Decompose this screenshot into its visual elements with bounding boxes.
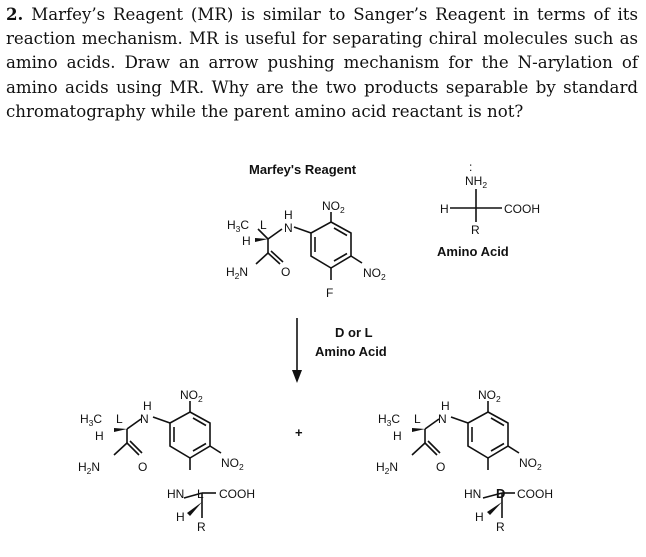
svg-text:N: N <box>438 412 447 426</box>
svg-text:NO2: $NO_2$ <box>478 388 501 404</box>
svg-text:N: N <box>284 221 293 235</box>
svg-text:H: H <box>440 202 449 216</box>
plus-sign: + <box>295 425 303 440</box>
svg-text:H: H <box>95 429 104 443</box>
svg-text:O: O <box>281 265 291 279</box>
svg-text:H: H <box>284 208 293 222</box>
svg-text:HN: HN <box>464 487 482 501</box>
svg-text:N: N <box>140 412 149 426</box>
question-body: Marfey’s Reagent (MR) is similar to Sanger’s Reagent in terms of its reaction mechanism. MR is useful for separating chiral molecules such as amino acids. Draw an arrow pushing mechanism for the N-arylation of amino acids using MR. Why are the two products separable by standard chromatography while the parent amino acid reactant is not? <box>6 5 638 121</box>
svg-text:H: H <box>143 399 152 413</box>
marfeys-reagent-structure <box>226 162 386 300</box>
reaction-arrow <box>292 318 387 383</box>
svg-text:R: R <box>496 520 505 534</box>
svg-text:H3C: $H_3C$ <box>227 218 250 234</box>
svg-text:NO2: $NO_2$ <box>363 266 386 282</box>
svg-text:H: H <box>242 234 251 248</box>
product-l-l <box>78 388 255 534</box>
svg-text:COOH: COOH <box>517 487 553 501</box>
question-number: 2. <box>6 4 24 24</box>
marfeys-reagent-title: Marfey's Reagent <box>249 162 357 177</box>
svg-text:NH2: $NH_2$ <box>465 174 488 190</box>
svg-text:NO2: $NO_2$ <box>519 456 542 472</box>
svg-text:L: L <box>414 412 421 426</box>
svg-text:HN: HN <box>167 487 185 501</box>
svg-text::: : <box>469 160 473 174</box>
svg-text:R: R <box>471 223 480 237</box>
svg-text:H3C: $H_3C$ <box>378 412 401 428</box>
svg-text:NO2: $NO_2$ <box>180 388 203 404</box>
svg-text:H3C: $H_3C$ <box>80 412 103 428</box>
svg-text:H: H <box>475 510 484 524</box>
svg-text:COOH: COOH <box>219 487 255 501</box>
svg-text:H: H <box>393 429 402 443</box>
svg-text:H: H <box>441 399 450 413</box>
svg-text:H2N: $H_2N$ <box>78 460 101 476</box>
benzene-ring <box>311 222 351 268</box>
svg-text:O: O <box>138 460 148 474</box>
svg-text:L: L <box>116 412 123 426</box>
product-l-d <box>376 388 553 534</box>
svg-text:COOH: COOH <box>504 202 540 216</box>
svg-text:H2N: $H_2N$ <box>226 265 249 281</box>
svg-text:H: H <box>176 510 185 524</box>
svg-text:L: L <box>260 218 267 232</box>
svg-text:H2N: $H_2N$ <box>376 460 399 476</box>
svg-text:L: L <box>197 487 204 501</box>
svg-text:R: R <box>197 520 206 534</box>
benzene-ring <box>170 412 210 458</box>
benzene-ring <box>468 412 508 458</box>
svg-text:O: O <box>436 460 446 474</box>
amino-acid-title: Amino Acid <box>437 244 509 259</box>
amino-acid-structure <box>437 160 540 259</box>
arrow-label-dl: D or L <box>335 325 373 340</box>
svg-text:NO2: $NO_2$ <box>221 456 244 472</box>
arrow-label-amino-acid: Amino Acid <box>315 344 387 359</box>
svg-text:NO2: $NO_2$ <box>322 199 345 215</box>
svg-text:F: F <box>326 286 334 300</box>
svg-text:D: D <box>496 486 506 501</box>
